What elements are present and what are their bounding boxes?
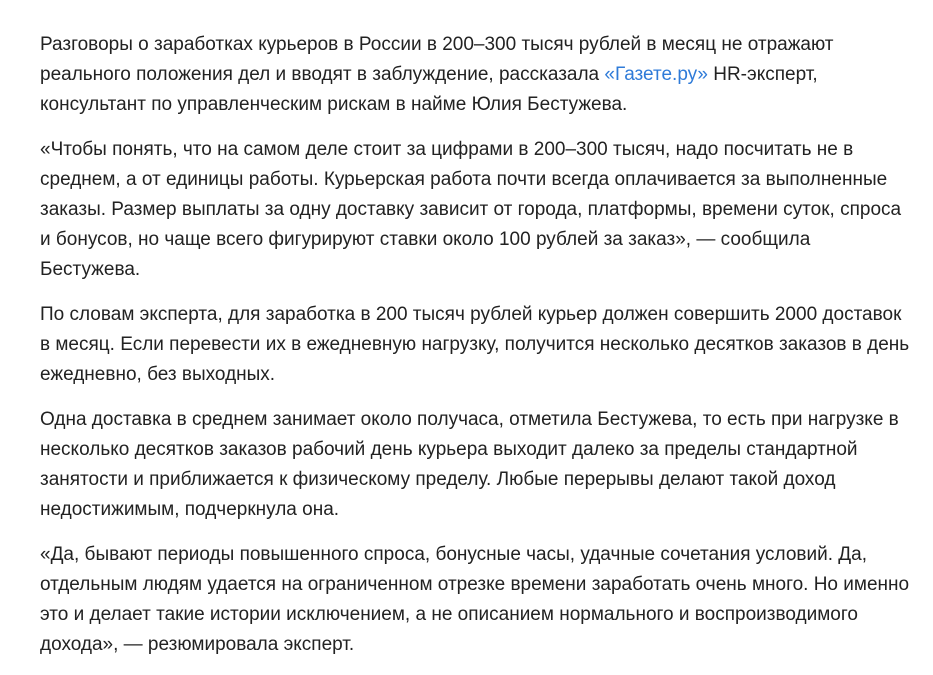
article-paragraph-4: Одна доставка в среднем занимает около получаса, отметила Бестужева, то есть при нагрузке в несколько десятков заказов рабочий день курьера выходит далеко за пределы стандартной занятости и приближается к физическому пределу. Любые перерывы делают такой доход недостижимым, подчеркнула она.	[40, 409, 899, 520]
paragraph-1-text-after: HR-эксперт, консультант по управленческим рискам в найме Юлия Бестужева.	[40, 64, 818, 115]
article-paragraph-2: «Чтобы понять, что на самом деле стоит за цифрами в 200–300 тысяч, надо посчитать не в среднем, а от единицы работы. Курьерская работа почти всегда оплачивается за выполненные заказы. Размер выплаты за одну доставку зависит от города, платформы, времени суток, спроса и бонусов, но чаще всего фигурируют ставки около 100 рублей за заказ», — сообщила Бестужева.	[40, 139, 902, 280]
paragraph-1-text-before: Разговоры о заработках курьеров в России в 200–300 тысяч рублей в месяц не отражают реального положения дел и вводят в заблуждение, рассказала	[40, 34, 834, 85]
article-paragraph-3: По словам эксперта, для заработка в 200 тысяч рублей курьер должен совершить 2000 доставок в месяц. Если перевести их в ежедневную нагрузку, получится несколько десятков заказов в день ежедневно, без выходных.	[40, 304, 910, 385]
article-paragraph-5: «Да, бывают периоды повышенного спроса, бонусные часы, удачные сочетания условий. Да, отдельным людям удается на ограниченном отрезке времени заработать очень много. Но именно это и делает такие истории исключением, а не описанием нормального и воспроизводимого дохода», — резюмировала эксперт.	[40, 544, 910, 655]
article-body	[40, 30, 910, 675]
article-paragraph-1	[40, 30, 910, 120]
gazeta-ru-link[interactable]: «Газете.ру»	[604, 64, 708, 85]
